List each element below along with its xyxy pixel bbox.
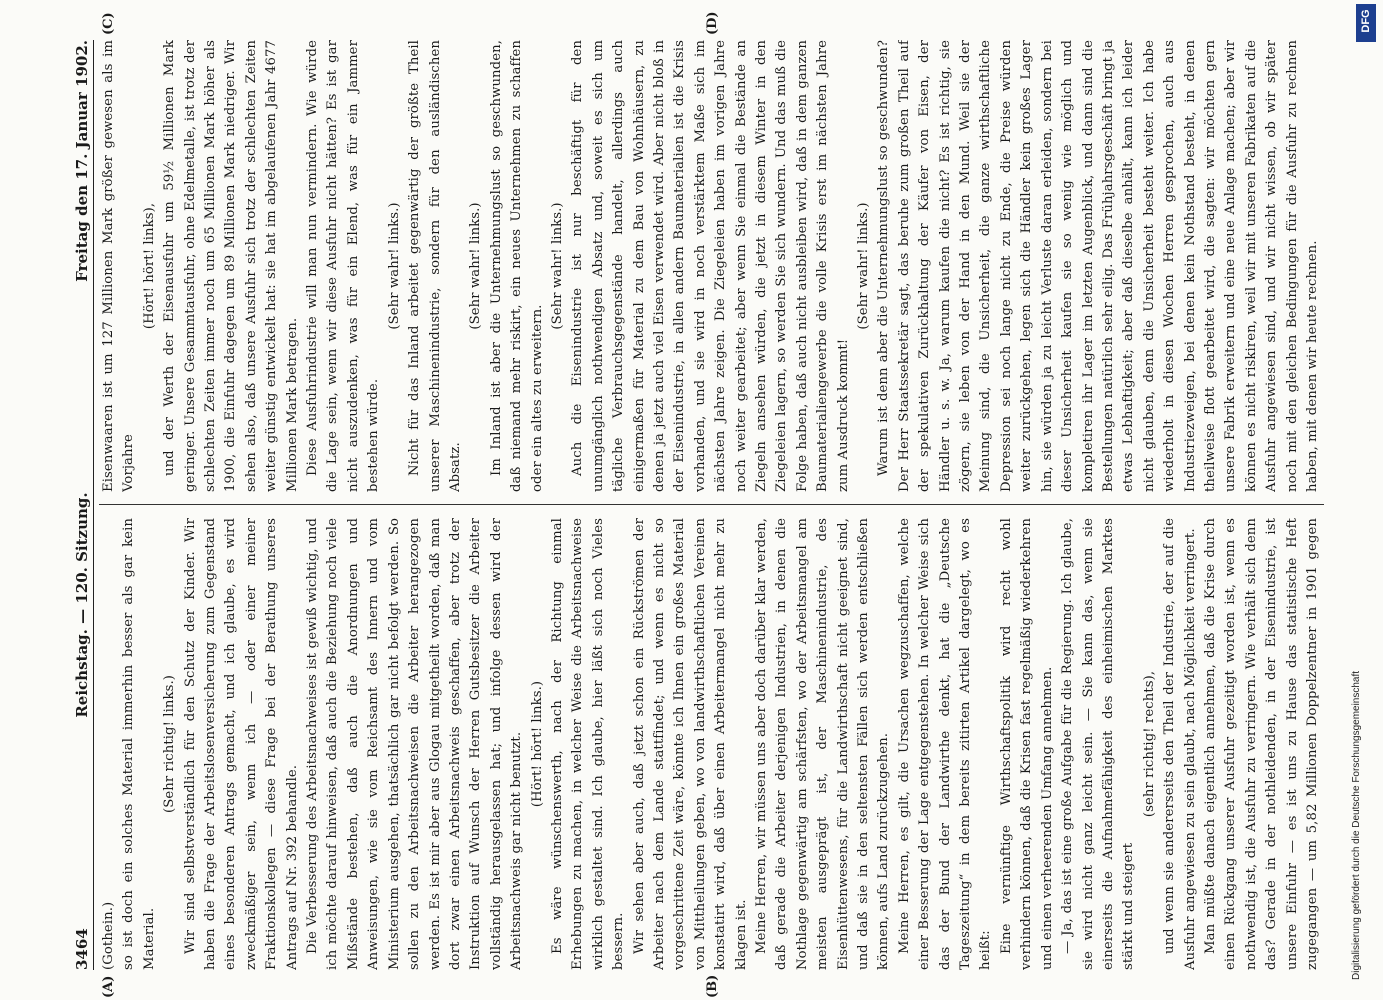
column-divider <box>99 504 1324 505</box>
paragraph: Wir sind selbstverständlich für den Schutz der Kinder. Wir haben die Frage der Arbeitslosenversicherung zum Gegenstand eines besonderen Antrags gemacht, und ich glaube, es wird zweckmäßiger sein, wenn ich — oder einer meiner Fraktionskollegen — diese Frage bei der Berathung unseres Antrags auf Nr. 392 behandle. <box>182 518 300 970</box>
paragraph: — Ja, das ist eine große Aufgabe für die Regierung. Ich glaube, sie wird nicht ganz leicht sein. — Sie kann das, wenn sie einerseits die Aufnahmefähigkeit des einheimischen Marktes stärkt und steigert <box>1060 518 1137 970</box>
interjection: (Hört! hört! links.) <box>529 680 545 808</box>
paragraph: Man müßte danach eigentlich annehmen, daß die Krise durch einen Rückgang unserer Ausfuhr gezeitigt worden ist, wenn es nothwendig ist, die Ausfuhr zu verringern. Wie verhält sich denn das? Gerade in der nothleidenden, in der Eisenindustrie, ist unsere Einfuhr — es ist uns zu Hause das statistische Heft zugegangen — um 5,82 Millionen Doppelzentner in 1901 gegen <box>1202 518 1320 970</box>
paragraph: (Gothein.) <box>101 901 116 970</box>
paragraph: Meine Herren, wir müssen uns aber doch darüber klar werden, daß gerade die Arbeiter derjenigen Industrien, in denen die Nothlage gegenwärtig am schärfsten, wo der Arbeitsmangel am meisten ausgeprägt ist, der Maschinenindustrie, des Eisenhüttenwesens, für die Landwirthschaft nicht geeignet sind, und daß sie in den seltensten Fällen sich werden entschließen können, aufs Land zurückzugehen. <box>754 518 892 970</box>
interjection: (Sehr wahr! links.) <box>856 202 872 330</box>
rotated-page-content <box>65 11 1330 998</box>
margin-marker-d: (D) <box>705 11 720 35</box>
interjection <box>1323 40 1324 492</box>
interjection: (sehr richtig! rechts), <box>1141 670 1157 818</box>
session-date: Freitag den 17. Januar 1902. <box>73 40 91 282</box>
paragraph: und wenn sie andererseits den Theil der Industrie, der auf die Ausfuhr angewiesen zu sein glaubt, nach Möglichkeit verringert. <box>1162 518 1198 970</box>
paragraph: und der Werth der Eisenausfuhr um 59½ Millionen Mark geringer. Unsere Gesammtausfuhr, ohne Edelmetalle, ist trotz der schlechten Zeiten immer noch um 65 Millionen Mark höher als 1900, die Einfuhr dagegen um 89 Millionen Mark niedriger. Wir sehen also, daß unsere Ausfuhr sich trotz der schlechten Zeiten weiter günstig entwickelt hat: sie hat im abgelaufenen Jahr 4677 Millionen Mark betragen. <box>162 40 300 492</box>
paragraph: Es wäre wünschenswerth, nach der Richtung einmal Erhebungen zu machen, in welcher Weise die Arbeitsnachweise wirklich gestaltet sind. Ich glaube, hier läßt sich noch Vieles bessern. <box>549 518 627 970</box>
margin-marker-b: (B) <box>705 974 720 998</box>
session-title: Reichstag. — 120. Sitzung. <box>73 492 91 718</box>
paragraph: Meine Herren, es gilt, die Ursachen wegzuschaffen, welche einer Besserung der Lage entgegenstehen. In welcher Weise sich das der Bund der Landwirthe denkt, hat die „Deutsche Tageszeitung“ in dem bereits zitirten Artikel dargelegt, wo es heißt: <box>896 518 994 970</box>
page-number: 3464 <box>73 928 91 970</box>
interjection: (Sehr wahr! links.) <box>386 202 402 330</box>
right-column <box>99 40 1324 492</box>
page-header <box>65 40 94 970</box>
interjection: (Sehr wahr! links.) <box>549 202 565 330</box>
paragraph: Nicht für das Inland arbeitet gegenwärtig der größte Theil unserer Maschinenindustrie, sondern für den ausländischen Absatz. <box>407 40 463 492</box>
left-column <box>99 518 1324 970</box>
paragraph: Die Verbesserung des Arbeitsnachweises ist gewiß wichtig, und ich möchte darauf hinweisen, daß auch die Beziehung noch viele Mißstände bestehen, daß auch die Anordnungen und Anweisungen, wie sie vom Reichsamt des Innern und vom Ministerium ausgehen, thatsächlich gar nicht befolgt werden. So sollen zu den Arbeitsnachweisen die Arbeiter herangezogen werden. Es ist mir aber aus Glogau mitgetheilt worden, daß man dort zwar einen Arbeitsnachweis geschaffen, aber trotz der Instruktion auf Wunsch der Herren Gutsbesitzer die Arbeiter vollständig herausgelassen hat; und infolge dessen wird der Arbeitsnachweis gar nicht benutzt. <box>305 518 525 970</box>
dfg-logo <box>1356 4 1376 42</box>
paragraph: Diese Ausfuhrindustrie will man nun vermindern. Wie würde die Lage sein, wenn wir diese Ausfuhr nicht hätten? Es ist gar nicht auszudenken, was für ein Elend, was für ein Jammer bestehen würde. <box>305 40 382 492</box>
paragraph: so ist doch ein solches Material immerhin besser als gar kein Material. <box>121 518 157 970</box>
paragraph: Warum ist denn aber die Unternehmungslust so geschwunden? Der Herr Staatssekretär sagt, das beruhe zum großen Theil auf der spekulativen Zurückhaltung der Käufer von Eisen, der Händler u. s. w. Ja, warum kaufen die nicht? Es ist richtig, sie zögern, sie leben von der Hand in den Mund. Weil sie der Meinung sind, die Unsicherheit, die ganze wirthschaftliche Depression sei noch lange nicht zu Ende, die Preise würden weiter zurückgehen, legen sich die Händler kein großes Lager hin, sie würden ja zu leicht Verluste daran erleiden, sondern bei dieser Unsicherheit kaufen sie so wenig wie möglich und kompletiren ihr Lager im letzten Augenblick, und dann sind die Bestellungen natürlich sehr eilig. Das Frühjahrsgeschäft bringt ja etwas Lebhaftigkeit; aber daß dieselbe anhält, kann ich leider nicht glauben, denn die Unsicherheit besteht weiter. Ich habe wiederholt in diesen Wochen Herren gesprochen, auch aus Industriezweigen, bei denen kein Nothstand besteht, in denen theilweise flott gearbeitet wird, die sagten: wir möchten gern unsere Fabrik erweitern und eine neue Anlage machen; aber wir können es nicht riskiren, weil wir mit unseren Fabrikaten auf die Ausfuhr angewiesen sind, und wir nicht wissen, ob wir später noch mit den gleichen Bedingungen für die Ausfuhr zu rechnen haben, mit denen wir heute rechnen. <box>876 40 1320 492</box>
paragraph: Auch die Eisenindustrie ist nur beschäftigt für den unumgänglich nothwendigen Absatz und, soweit es sich um tägliche Verbrauchsgegenstände handelt, allerdings auch einigermaßen für Material zu dem Bau von Wohnhäusern, zu denen ja jetzt auch viel Eisen verwendet wird. Aber nicht bloß in der Eisenindustrie, in allen andern Baumaterialien ist die Krisis vorhanden, und sie wird in noch verstärktem Maße sich im nächsten Jahre zeigen. Die Ziegeleien haben im vorigen Jahre noch weiter gearbeitet; aber wenn Sie einmal die Bestände an Ziegeln ansehen würden, die jetzt in diesem Winter in den Ziegeleien lagern, so werden Sie sich wundern. Und das muß die Folge haben, daß auch nicht ausbleiben wird, daß in dem ganzen Baumaterialiengewerbe die volle Krisis erst im nächsten Jahre zum Ausdruck kommt! <box>570 40 851 492</box>
interjection: (Sehr wahr! links.) <box>468 202 484 330</box>
dfg-logo-text: DFG <box>1360 9 1372 33</box>
paragraph: Im Inland ist aber die Unternehmungslust so geschwunden, daß niemand mehr riskirt, ein neues Unternehmen zu schaffen oder ein altes zu erweitern. <box>488 40 545 492</box>
credit-text: Digitalisierung gefördert durch die Deutsche Forschungsgemeinschaft <box>1351 670 1362 980</box>
paragraph: Wir sehen aber auch, daß jetzt schon ein Rückströmen der Arbeiter nach dem Lande stattfindet; und wenn es nicht so vorgeschrittene Zeit wäre, könnte ich Ihnen ein großes Material von Mittheilungen geben, wo von landwirthschaftlichen Vereinen konstatirt wird, daß über einen Arbeitermangel nicht mehr zu klagen ist. <box>631 518 749 970</box>
interjection: (Sehr richtig! links.) <box>162 674 178 814</box>
margin-marker-a: (A) <box>101 975 116 998</box>
interjection: (Hört! hört! links), <box>141 202 157 330</box>
digitization-credit <box>1351 20 1371 980</box>
paragraph: Eisenwaaren ist um 127 Millionen Mark größer gewesen als im Vorjahre <box>101 40 137 492</box>
paragraph: Eine vernünftige Wirthschaftspolitik wird recht wohl verhindern können, daß die Krisen fast regelmäßig wiederkehren und einen verheerenden Umfang annehmen. <box>998 518 1055 970</box>
margin-marker-c: (C) <box>101 12 116 35</box>
